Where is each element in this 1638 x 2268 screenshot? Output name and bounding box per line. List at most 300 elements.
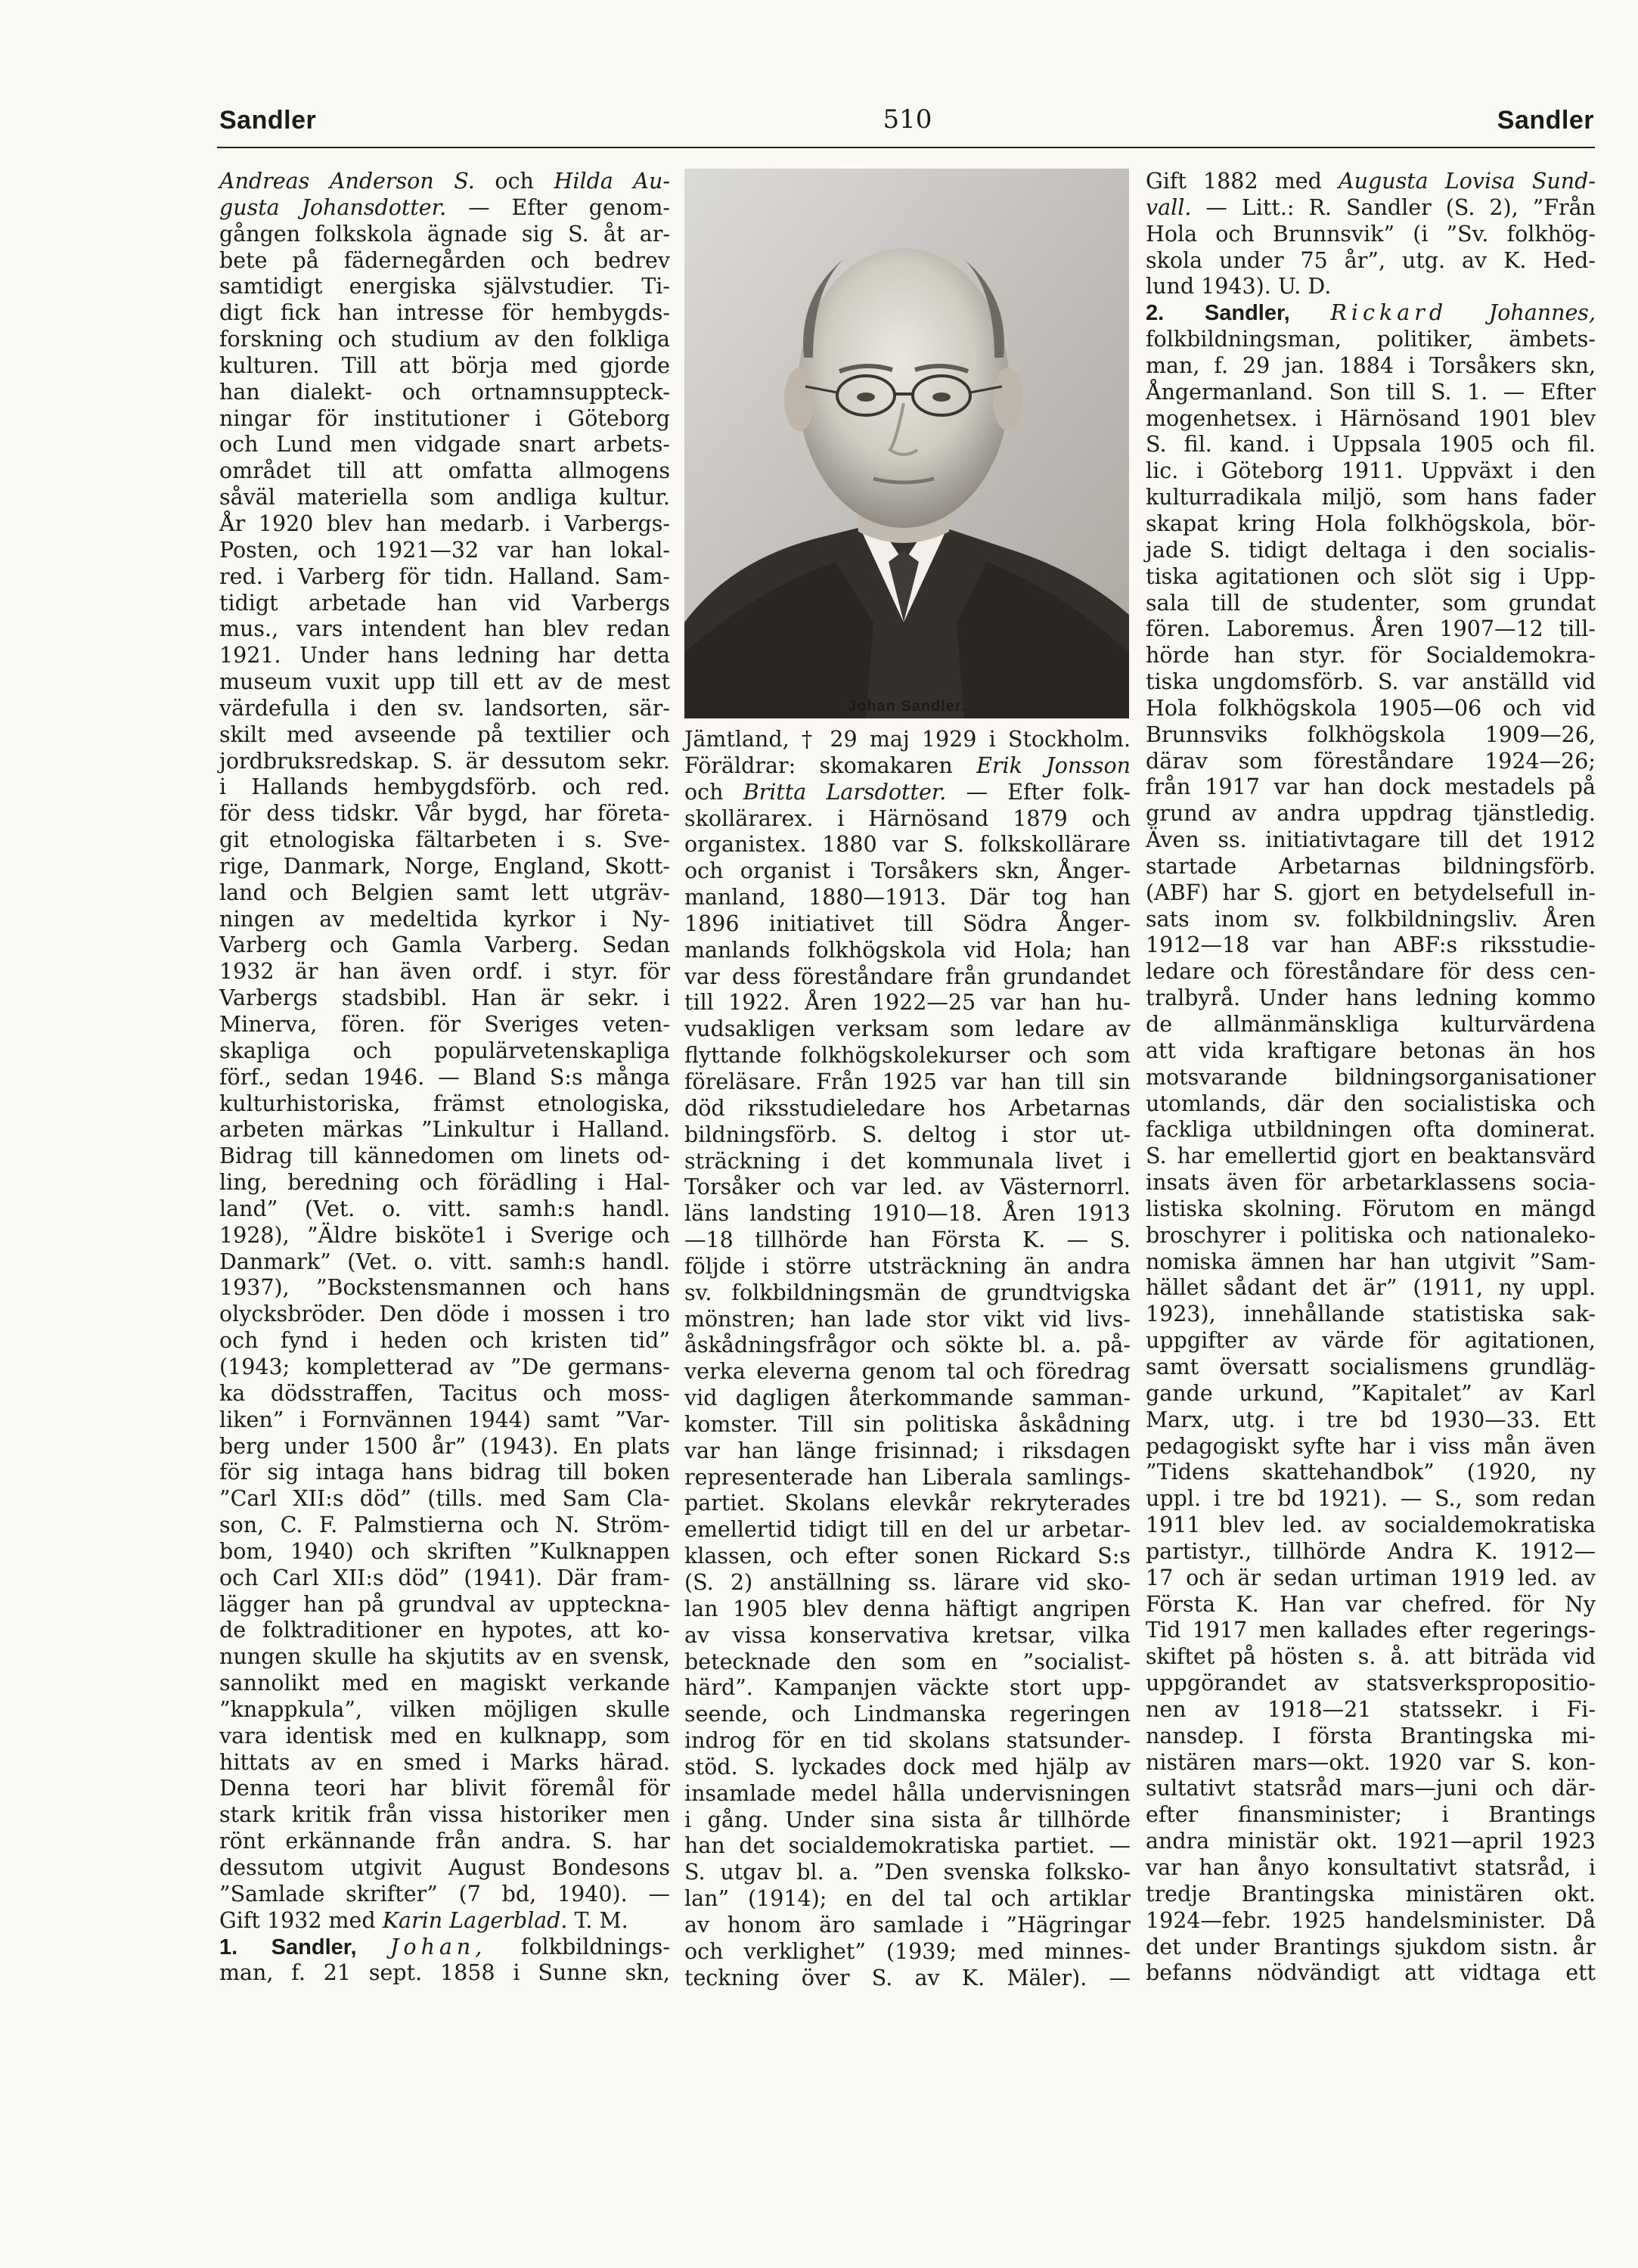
text-line [684,1254,1131,1280]
text-run: Varbergs stadsbibl. Han är sekr. i [219,985,670,1011]
text-line [219,854,670,880]
text-run: Föräldrar: skomakaren [684,752,977,778]
text-run: såväl materiella som andliga kultur. [219,485,670,510]
text-run: uppgifter av värde för agitationen, [1146,1328,1596,1354]
text-line [219,380,670,406]
text-line [219,1592,670,1618]
text-run: förf., sedan 1946. — Bland S:s många [219,1064,670,1090]
text-run: — Efter genom- [446,194,670,220]
text-line [684,858,1131,885]
text-run: lund 1943). U. D. [1146,274,1332,299]
text-line [1146,1302,1596,1328]
text-run: de folktraditioner en hypotes, att ko- [219,1618,670,1643]
text-run: komster. Till sin politiska åskådning [684,1411,1131,1437]
text-line [684,1280,1131,1307]
text-run: skapat kring Hola folkhögskola, bör- [1146,510,1596,536]
text-line [219,643,670,669]
text-run: mönstren; han lade stor vikt vid livs- [684,1306,1131,1332]
text-run: lan 1905 blev denna häftigt angripen [684,1596,1131,1621]
text-line [1146,1460,1596,1486]
text-line [1146,485,1596,511]
text-run: man, f. 29 jan. 1884 i Torsåkers skn, [1146,352,1596,378]
text-run: Torsåker och var led. av Västernorrl. [684,1174,1131,1200]
text-line [219,749,670,775]
text-run: åskådningsfrågor och sökte bl. a. på- [684,1333,1131,1358]
text-run: motsvarande bildningsorganisationer [1146,1064,1596,1090]
text-line [1146,1513,1596,1539]
text-line [1146,248,1596,275]
text-run: — Efter folk- [946,779,1131,805]
text-line [219,1223,670,1249]
text-run: 1911 blev led. av socialdemokratiska [1146,1513,1596,1538]
text-run: ningar för institutioner i Göteborg [219,405,670,431]
text-line [1146,1644,1596,1671]
text-line [684,1939,1131,1965]
text-line [684,1307,1131,1333]
text-run: insats även för arbetarklassens socia- [1146,1170,1596,1196]
text-line [684,1728,1131,1755]
entry-heading: 1. Sandler, [219,1934,390,1959]
text-run: sats inom sv. folkbildningsliv. Åren [1146,906,1596,932]
text-run: ningen av medeltida kyrkor i Ny- [219,906,670,932]
text-run: ”Tidens skattehandbok” (1920, ny [1146,1460,1596,1485]
text-line [219,1091,670,1118]
text-line [1146,1091,1596,1118]
text-line [684,1438,1131,1465]
text-line [684,1465,1131,1491]
text-line [1146,985,1596,1012]
text-run: till 1922. Åren 1922—25 var han hu- [684,990,1131,1016]
page-number: 510 [883,104,932,135]
text-run: Även ss. initiativtagare till det 1912 [1146,827,1596,853]
text-line [219,1723,670,1750]
text-line [219,1038,670,1065]
text-line [1146,1592,1596,1618]
text-line [1146,722,1596,749]
text-run: ”Carl XII:s död” (tills. med Sam Cla- [219,1486,670,1512]
text-line [219,1855,670,1882]
text-line [1146,1750,1596,1776]
text-run: stöd. S. lyckades dock med hjälp av [684,1754,1131,1779]
text-line [684,1860,1131,1886]
text-line [219,774,670,801]
text-line [219,1750,670,1776]
text-run: för sig intaga hans bidrag till boken [219,1460,670,1485]
text-run: gande urkund, ”Kapitalet” av Karl [1146,1380,1596,1406]
text-run: 1923), innehållande statistiska sak- [1146,1302,1596,1327]
text-run: klassen, och efter sonen Rickard S:s [684,1544,1131,1569]
text-run: Denna teori har blivit föremål för [219,1776,670,1801]
text-line [684,1122,1131,1149]
text-line [1146,1434,1596,1460]
text-run: vara identisk med en kulknapp, som [219,1723,670,1748]
text-line [1146,274,1596,300]
text-line [219,1143,670,1170]
text-run: insamlade medel hålla undervisningen [684,1780,1131,1806]
text-run: nomiska ämnen har han utgivit ”Sam- [1146,1249,1596,1274]
text-run: ledare och föreståndare för dess cen- [1146,959,1596,985]
text-line [684,1069,1131,1096]
text-line [219,406,670,433]
text-line [219,1539,670,1565]
text-line [684,964,1131,991]
text-run: 1924—febr. 1925 handelsminister. Då [1146,1907,1596,1933]
text-run: vall. [1146,194,1192,220]
text-run: tidigt arbetade han vid Varbergs [219,590,670,616]
text-run: broschyrer i politiska och nationaleko- [1146,1222,1596,1248]
text-run: Minerva, fören. för Sveriges veten- [219,1012,670,1037]
text-line [684,1913,1131,1939]
text-line [1146,1012,1596,1038]
text-run: digt fick han intresse för hembygds- [219,300,670,326]
text-run: kulturradikala miljö, som hans fader [1146,485,1596,510]
text-line [1146,749,1596,775]
text-line [1146,511,1596,538]
text-run: 1921. Under hans ledning har detta [219,643,670,669]
text-run: S. har emellertid gjort en beaktansvärd [1146,1143,1596,1169]
text-run: vudsakligen verksam som ledare av [684,1016,1131,1042]
text-line [219,1170,670,1196]
text-run: folkbildnings- [486,1934,670,1959]
text-line [1146,1249,1596,1276]
text-line [684,1596,1131,1623]
text-run: hörde han styr. för Socialdemokra- [1146,643,1596,669]
text-line [1146,1671,1596,1697]
text-line [684,1544,1131,1570]
text-line [1146,1723,1596,1750]
text-run: rönt erkännande från andra. S. har [219,1829,670,1854]
text-line [684,1491,1131,1517]
text-line [219,1354,670,1381]
text-run: skiftet på hösten s. å. att biträda vid [1146,1644,1596,1670]
text-line [219,485,670,511]
text-run: seende, och Lindmanska regeringen [684,1702,1131,1727]
text-run: folkbildningsman, politiker, ämbets- [1146,327,1596,352]
text-line [219,1117,670,1143]
text-run: samt översatt socialismens grundläg- [1146,1354,1596,1379]
text-line [684,1227,1131,1254]
text-line [1146,774,1596,801]
text-run: uppgörandet av statsverkspropositio- [1146,1671,1596,1696]
text-line [1146,932,1596,959]
text-line [1146,1539,1596,1565]
text-run: Hola och Brunnsvik” (i ”Sv. folkhög- [1146,221,1596,247]
text-run: Gift 1932 med [219,1907,383,1933]
text-run: skola under 75 år”, utg. av K. Hed- [1146,247,1596,273]
text-run: Jämtland, † 29 maj 1929 i Stockholm. [684,727,1131,752]
text-run: ling, beredning och förädling i Hal- [219,1170,670,1196]
text-run: Augusta Lovisa Sund- [1339,169,1596,194]
text-run: skilt med avseende på textilier och [219,721,670,747]
entry-heading: 2. Sandler, [1146,301,1331,326]
text-run: Första K. Han var chefred. för Ny [1146,1591,1596,1617]
text-line [1146,591,1596,617]
text-line [1146,1776,1596,1802]
text-run: Brunnsviks folkhögskola 1909—26, [1146,721,1596,747]
text-line [1146,1802,1596,1829]
text-run: Karin Lagerblad. [382,1907,568,1933]
text-line [684,1096,1131,1122]
text-run: mogenhetsex. i Härnösand 1901 blev [1146,405,1596,431]
text-line [1146,616,1596,643]
text-run: föreläsare. Från 1925 var han till sin [684,1069,1131,1094]
text-run: 1912—18 var han ABF:s riksstudie- [1146,932,1596,958]
text-run: lägger han på grundval av uppteckna- [219,1591,670,1617]
text-run: Erik Jonsson [976,752,1131,778]
text-run: lic. i Göteborg 1911. Uppväxt i den [1146,458,1596,484]
text-run: och Lund men vidgade snart arbets- [219,432,670,458]
text-column-3 [1146,169,1596,1987]
text-run: sannolikt med en magiskt verkande [219,1671,670,1696]
text-run: nen av 1918—21 statssekr. i Fi- [1146,1696,1596,1722]
text-line [684,1016,1131,1043]
text-run: att vida kraftigare betonas än hos [1146,1038,1596,1063]
text-line [219,222,670,248]
text-line [684,1965,1131,1992]
text-line [1146,1960,1596,1987]
text-run: Varberg och Gamla Varberg. Sedan [219,932,670,958]
text-run: och [684,779,743,805]
text-run: följde i större utsträckning än andra [684,1253,1131,1279]
text-run: manlands folkhögskola vid Hola; han [684,937,1131,963]
text-run: läns landsting 1910—18. Åren 1913 [684,1201,1131,1227]
text-run: stark kritik från vissa historiker men [219,1802,670,1828]
text-run: representerade han Liberala samlings- [684,1464,1131,1490]
text-line [219,801,670,827]
text-line [1146,907,1596,933]
text-line [684,1649,1131,1676]
text-run: liken” i Fornvännen 1944) samt ”Var- [219,1407,670,1432]
text-run: S. utgav bl. a. ”Den svenska folksko- [684,1860,1131,1885]
text-run: i Hallands hembygdsförb. och red. [219,774,670,800]
text-run: Bidrag till kännedomen om linets od- [219,1143,670,1169]
text-run: År 1920 blev han medarb. i Varbergs- [219,510,670,536]
text-run: dessutom utgivit August Bondesons [219,1855,670,1880]
text-run: organistex. 1880 var S. folkskollärare [684,832,1131,858]
text-line [1146,1829,1596,1855]
text-run: värdefulla i den sv. landsorten, sär- [219,695,670,721]
text-line [219,1960,670,1987]
text-line [219,1460,670,1486]
text-line [1146,959,1596,985]
text-line [219,959,670,985]
text-line [1146,1486,1596,1513]
text-line [219,1275,670,1302]
text-line [1146,1697,1596,1723]
column-2-text [684,727,1131,1992]
text-run: S. fil. kand. i Uppsala 1905 och fil. [1146,432,1596,458]
text-run: uppl. i tre bd 1921). — S., som redan [1146,1486,1596,1512]
text-line [219,1882,670,1908]
text-line [684,885,1131,911]
text-line [1146,538,1596,564]
text-run: verka eleverna genom tal och föredrag [684,1359,1131,1385]
text-line [219,1381,670,1407]
text-run: i gång. Under sina sista år tillhörde [684,1807,1131,1832]
text-line [219,1434,670,1460]
text-line [1146,195,1596,222]
text-run: grund av andra uppdrag tjänstledig. [1146,801,1596,827]
text-line [684,727,1131,753]
text-line [684,753,1131,780]
text-run: därav som föreståndare 1924—26; [1146,748,1596,774]
text-run: tiska ungdomsförb. S. var anställd vid [1146,669,1596,695]
text-line [1146,669,1596,696]
text-run: fackliga utbildningen ofta dominerat. [1146,1117,1596,1143]
text-run: 1896 initiativet till Södra Ånger- [684,911,1131,936]
text-run: emellertid tidigt till en del ur arbetar- [684,1517,1131,1543]
text-run: flyttande folkhögskolekurser och som [684,1043,1131,1069]
text-line [684,1174,1131,1201]
text-line [219,1065,670,1091]
text-run: (1943; kompletterad av ”De germans- [219,1354,670,1379]
text-line [219,1249,670,1276]
text-line [1146,327,1596,353]
text-line [684,806,1131,833]
text-line [219,1328,670,1354]
text-run: från 1917 var han dock mestadels på [1146,774,1596,800]
text-run: nungen skulle ha skjutits av en svensk, [219,1644,670,1670]
text-line [1146,564,1596,591]
text-line [219,907,670,933]
text-run: Hola folkhögskola 1905—06 och vid [1146,695,1596,721]
text-run: Posten, och 1921—32 var han lokal- [219,537,670,563]
text-run: land” (Vet. o. vitt. samh:s handl. [219,1196,670,1221]
text-line [684,1412,1131,1438]
text-run: man, f. 21 sept. 1858 i Sunne skn, [219,1960,670,1986]
text-line [1146,1038,1596,1065]
text-run: sträckning i det kommunala livet i [684,1148,1131,1174]
text-run: arbeten märkas ”Linkultur i Halland. [219,1117,670,1143]
text-line [684,1570,1131,1596]
text-line [1146,1407,1596,1434]
text-line [1146,696,1596,722]
text-line [219,353,670,380]
text-run: och Carl XII:s död” (1941). Där fram- [219,1565,670,1590]
text-run: manland, 1880—1913. Där tog han [684,885,1131,911]
text-line [684,938,1131,964]
text-run: 1932 är han även ordf. i styr. för [219,959,670,985]
text-line [219,1829,670,1855]
text-line [684,1385,1131,1412]
text-line [1146,432,1596,458]
text-run: av vissa konservativa kretsar, vilka [684,1622,1131,1648]
text-run: sultativt statsråd mars—juni och där- [1146,1776,1596,1801]
text-run: gusta Johansdotter. [219,194,447,220]
text-line [684,832,1131,858]
text-line [1146,827,1596,854]
text-run: Danmark” (Vet. o. vitt. samh:s handl. [219,1249,670,1274]
text-line [1146,406,1596,433]
text-line [219,1618,670,1644]
text-run: skollärarex. i Härnösand 1879 och [684,805,1131,831]
text-line [219,1934,670,1961]
text-run: de allmänmänskliga kulturvärdena [1146,1012,1596,1037]
text-run: Tid 1917 men kallades efter regerings- [1146,1618,1596,1643]
text-line [1146,1196,1596,1223]
text-run: tiska agitationen och slöt sig i Upp- [1146,563,1596,589]
text-line [684,1149,1131,1175]
text-run: andra ministär okt. 1921—april 1923 [1146,1829,1596,1854]
text-line [219,1908,670,1934]
text-run: 1928), ”Äldre bisköte1 i Sverige och [219,1222,670,1248]
text-run: Rickard [1330,300,1448,326]
text-line [684,1886,1131,1913]
text-line [684,1333,1131,1359]
text-line [684,1807,1131,1834]
text-run: (S. 2) anställning ss. lärare vid sko- [684,1570,1131,1595]
text-run: Hilda Au- [554,169,670,194]
text-run: mus., vars intendent han blev redan [219,616,670,642]
text-line [219,1407,670,1434]
text-run: befanns nödvändigt att vidtaga ett [1146,1960,1596,1986]
text-line [219,1012,670,1038]
text-line [219,538,670,564]
text-run: han dialekt- och ortnamnsuppteck- [219,379,670,405]
text-line [1146,1328,1596,1354]
text-run: listiska skolning. Förutom en mängd [1146,1196,1596,1221]
text-line [1146,1117,1596,1143]
text-run: teckning över S. av K. Mäler). — [684,1965,1131,1990]
text-run: och verklighet” (1939; med minnes- [684,1938,1131,1964]
text-line [1146,353,1596,380]
text-run: Marx, utg. i tre bd 1930—33. Ett [1146,1407,1596,1432]
text-run: partiet. Skolans elevkår rekryterades [684,1491,1131,1516]
text-run: —18 tillhörde han Första K. — S. [684,1227,1131,1253]
text-run: ”knappkula”, vilken möjligen skulle [219,1696,670,1722]
text-run: jade S. tidigt deltaga i den socialis- [1146,537,1596,563]
text-run: jordbruksredskap. S. är dessutom sekr. [219,748,670,774]
text-run: startade Arbetarnas bildningsförb. [1146,853,1596,879]
text-run: och [474,169,554,194]
text-line [219,1802,670,1829]
text-run: Johannes, [1488,300,1596,326]
text-run: betecknade den som en ”socialist- [684,1649,1131,1674]
text-run: gången folkskola ägnade sig S. åt ar- [219,221,670,247]
text-run: sala till de studenter, som grundat [1146,590,1596,616]
text-line [219,169,670,195]
text-run: kulturen. Till att börja med gjorde [219,352,670,378]
text-line [1146,854,1596,880]
text-line [684,1201,1131,1227]
text-run: och organist i Torsåkers skn, Ånger- [684,858,1131,884]
text-line [219,195,670,222]
text-run: utomlands, där den socialistiska och [1146,1091,1596,1116]
text-line [219,669,670,696]
text-run: samtidigt energiska självstudier. Ti- [219,274,670,299]
text-line [684,990,1131,1016]
text-run: det under Brantings sjukdom sistn. år [1146,1934,1596,1959]
text-run: forskning och studium av den folkliga [219,327,670,352]
text-run: tralbyrå. Under hans ledning kommo [1146,985,1596,1011]
text-run: red. i Varberg för tidn. Halland. Sam- [219,563,670,589]
text-run: död riksstudieledare hos Arbetarnas [684,1095,1131,1121]
text-line [684,1043,1131,1069]
text-run: museum vuxit upp till ett av de mest [219,669,670,695]
text-line [219,1671,670,1697]
text-run: tredje Brantingska ministären okt. [1146,1881,1596,1907]
text-run: bom, 1940) och skriften ”Kulknappen [219,1538,670,1564]
text-line [219,458,670,485]
text-line [219,1776,670,1802]
text-run: olycksbröder. Den döde i mossen i tro [219,1302,670,1327]
text-run: Britta Larsdotter. [743,779,947,805]
text-run: nansdep. I första Brantingska mi- [1146,1723,1596,1748]
text-run: området till att omfatta allmogens [219,458,670,484]
text-line [219,432,670,458]
text-line [219,591,670,617]
text-run: han det socialdemokratiska partiet. — [684,1833,1131,1859]
